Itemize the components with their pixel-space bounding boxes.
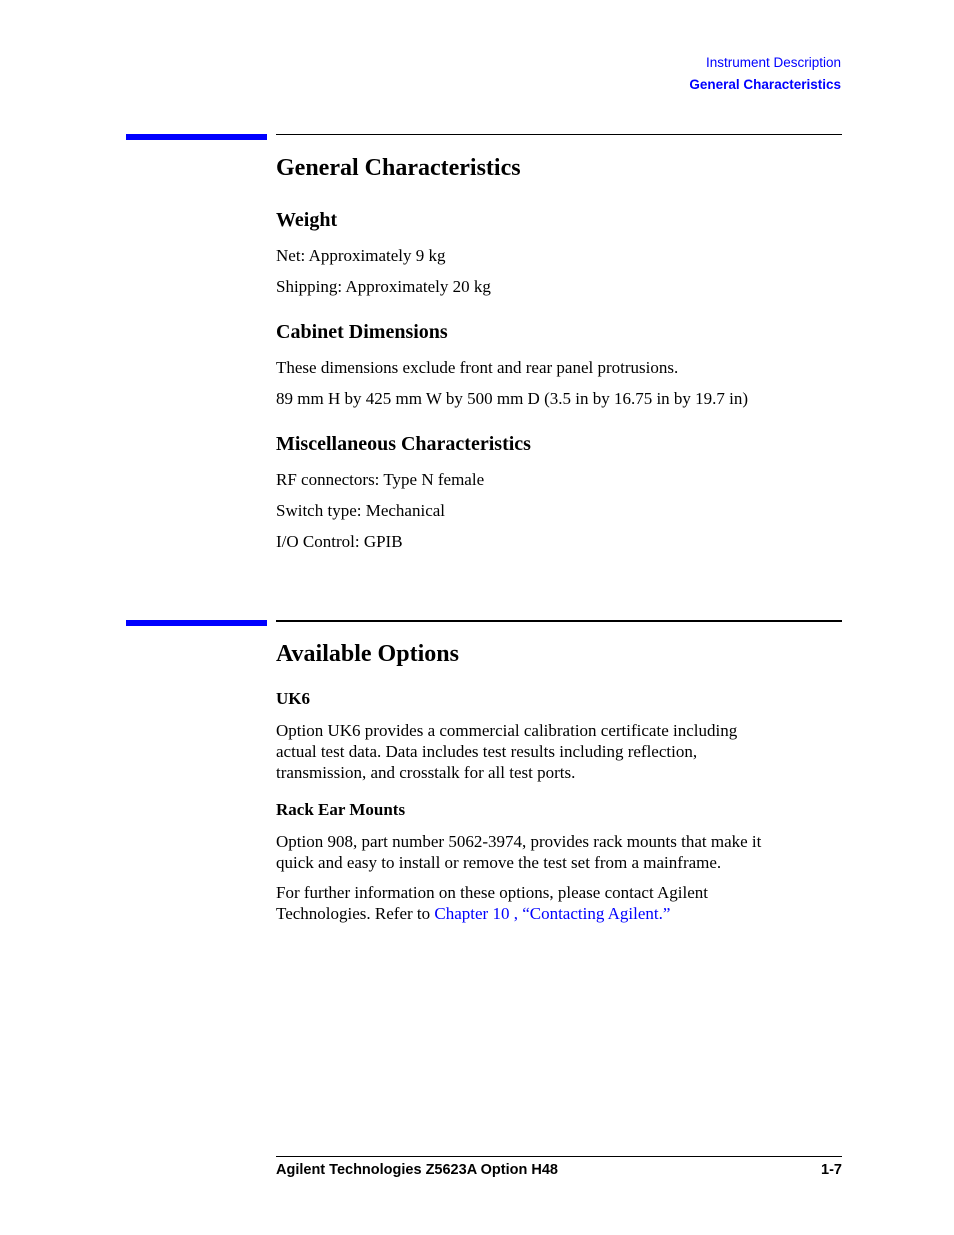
misc-block: [276, 431, 842, 457]
section-title: General Characteristics: [276, 155, 521, 181]
further-info-prefix: Technologies. Refer to: [276, 904, 435, 923]
cabinet-dimensions: 89 mm H by 425 mm W by 500 mm D (3.5 in by 16.75 in by 19.7 in): [276, 389, 749, 408]
rack-paragraph: [276, 831, 842, 873]
misc-switch-type: Switch type: Mechanical: [276, 501, 446, 520]
weight-net: Net: Approximately 9 kg: [276, 246, 446, 265]
rack-line: Option 908, part number 5062-3974, provides rack mounts that make it: [276, 832, 762, 851]
cabinet-note-wrap: [276, 357, 842, 378]
weight-shipping-wrap: [276, 276, 842, 297]
weight-shipping: Shipping: Approximately 20 kg: [276, 277, 491, 296]
misc-io-control: I/O Control: GPIB: [276, 532, 403, 551]
section-title: Available Options: [276, 641, 459, 667]
misc-io-wrap: [276, 531, 842, 552]
chapter-10-link[interactable]: Chapter 10 , “Contacting Agilent.”: [434, 904, 671, 923]
uk6-line: Option UK6 provides a commercial calibration certificate including: [276, 721, 738, 740]
rack-line: quick and easy to install or remove the test set from a mainframe.: [276, 853, 722, 872]
running-head: [689, 52, 841, 96]
section-rule: [276, 620, 842, 622]
running-head-section: General Characteristics: [689, 77, 841, 92]
further-info-paragraph: [276, 882, 842, 924]
uk6-heading: UK6: [276, 689, 310, 708]
rack-block: [276, 799, 842, 821]
available-options-section: [276, 639, 842, 669]
running-head-chapter: Instrument Description: [705, 55, 841, 70]
misc-rf-wrap: [276, 469, 842, 490]
general-characteristics-section: [276, 153, 842, 183]
cabinet-note: These dimensions exclude front and rear panel protrusions.: [276, 358, 679, 377]
section-accent-bar: [126, 620, 267, 626]
section-rule: [276, 134, 842, 135]
uk6-paragraph: [276, 720, 842, 783]
cabinet-dimensions-wrap: [276, 388, 842, 409]
uk6-line: actual test data. Data includes test results including reflection,: [276, 742, 698, 761]
cabinet-block: [276, 319, 842, 345]
further-info-line: [276, 903, 842, 924]
footer-rule: [276, 1156, 842, 1157]
misc-switch-wrap: [276, 500, 842, 521]
footer-title: Agilent Technologies Z5623A Option H48: [276, 1162, 558, 1178]
cabinet-heading: Cabinet Dimensions: [276, 321, 448, 343]
weight-net-wrap: [276, 245, 842, 266]
further-info-line: For further information on these options, please contact Agilent: [276, 883, 708, 902]
uk6-line: transmission, and crosstalk for all test ports.: [276, 763, 576, 782]
misc-rf-connectors: RF connectors: Type N female: [276, 470, 485, 489]
rack-heading: Rack Ear Mounts: [276, 800, 406, 819]
page-footer: [276, 1160, 842, 1180]
page-number: 1-7: [821, 1162, 842, 1178]
uk6-block: [276, 688, 842, 710]
misc-heading: Miscellaneous Characteristics: [276, 433, 531, 455]
section-accent-bar: [126, 134, 267, 140]
weight-block: [276, 207, 842, 233]
weight-heading: Weight: [276, 209, 338, 231]
